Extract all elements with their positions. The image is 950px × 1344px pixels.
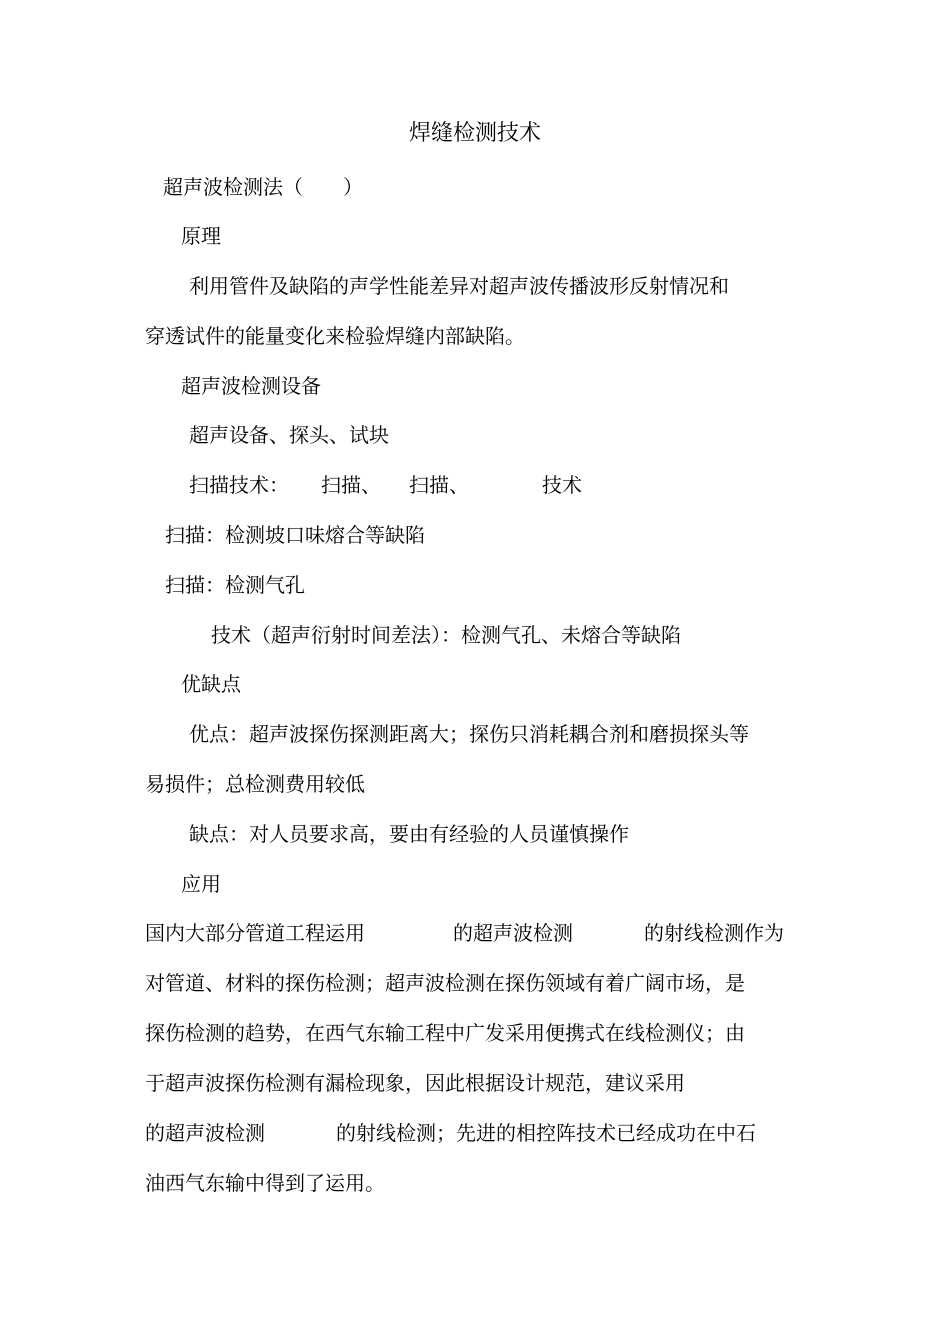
paragraph-application-line-2: 对管道、材料的探伤检测；超声波检测在探伤领域有着广阔市场，是 — [145, 971, 745, 995]
scan-technique-3: 技术 — [542, 473, 582, 497]
paragraph-application-line-1 — [145, 920, 825, 946]
scan-technique-2: 扫描、 — [409, 473, 469, 497]
scan-techniques-label: 扫描技术： — [189, 473, 289, 497]
heading-principle: 原理 — [181, 224, 221, 248]
paragraph-principle-line-2: 穿透试件的能量变化来检验焊缝内部缺陷。 — [145, 324, 525, 348]
paragraph-pros-line-2: 易损件；总检测费用较低 — [145, 772, 365, 796]
paragraph-scan-2: 扫描：检测气孔 — [165, 573, 305, 597]
application-line-1-part-2: 的超声波检测 — [453, 921, 573, 945]
heading-pros-cons: 优缺点 — [181, 672, 241, 696]
paragraph-principle-line-1: 利用管件及缺陷的声学性能差异对超声波传播波形反射情况和 — [189, 274, 729, 298]
document-title: 焊缝检测技术 — [408, 121, 541, 146]
application-line-1-part-3: 的射线检测作为 — [644, 921, 784, 945]
application-line-1-part-1: 国内大部分管道工程运用 — [145, 921, 365, 945]
application-line-5-part-1: 的超声波检测 — [145, 1121, 265, 1145]
paragraph-application-line-3: 探伤检测的趋势，在西气东输工程中广发采用便携式在线检测仪；由 — [145, 1021, 745, 1045]
paragraph-pros-line-1: 优点：超声波探伤探测距离大；探伤只消耗耦合剂和磨损探头等 — [189, 722, 749, 746]
paragraph-application-line-4: 于超声波探伤检测有漏检现象，因此根据设计规范，建议采用 — [145, 1071, 685, 1095]
scan-technique-1: 扫描、 — [321, 473, 381, 497]
paragraph-application-line-5 — [145, 1120, 825, 1146]
heading-ultrasonic-method: 超声波检测法（ ） — [163, 175, 363, 199]
paragraph-scan-1: 扫描：检测坡口味熔合等缺陷 — [165, 523, 425, 547]
paragraph-application-line-6: 油西气东输中得到了运用。 — [145, 1171, 385, 1195]
paragraph-tofd: 技术（超声衍射时间差法）：检测气孔、未熔合等缺陷 — [211, 623, 681, 647]
paragraph-scan-techniques — [189, 472, 609, 498]
paragraph-equipment: 超声设备、探头、试块 — [189, 423, 389, 447]
heading-equipment: 超声波检测设备 — [181, 374, 321, 398]
application-line-5-part-2: 的射线检测；先进的相控阵技术已经成功在中石 — [336, 1121, 756, 1145]
paragraph-cons: 缺点：对人员要求高，要由有经验的人员谨慎操作 — [189, 822, 629, 846]
heading-application: 应用 — [181, 872, 221, 896]
